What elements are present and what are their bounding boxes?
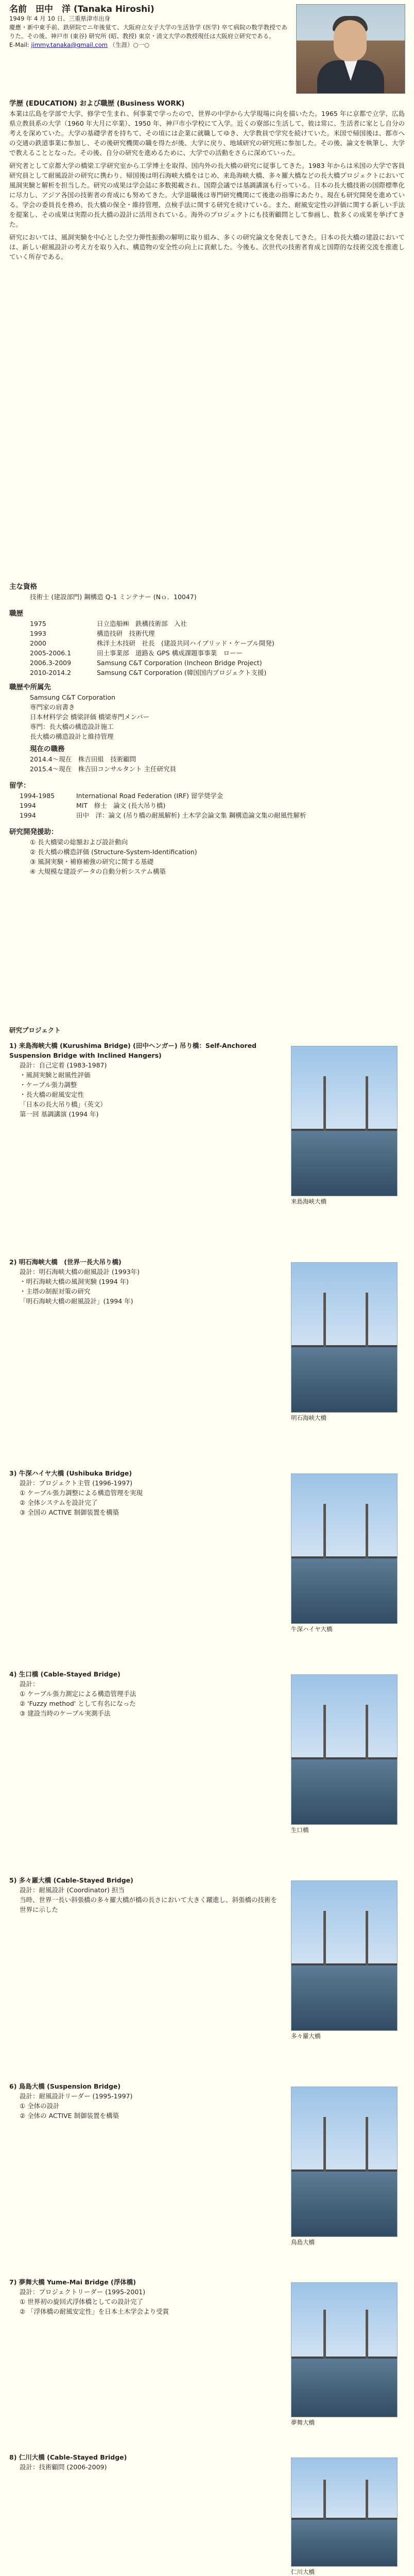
project-block [9,1875,277,1914]
project-detail: 第一回 基調講演 (1994 年) [20,1110,99,1118]
bridge-photo [291,2458,398,2567]
career-year: 1993 [30,630,46,637]
study-row [9,791,405,801]
project-detail: 設計： [20,1680,39,1688]
study-year: 1994 [20,802,36,809]
career-year: 2010-2014.2 [30,669,72,676]
career-year: 2006.3-2009 [30,659,72,667]
project-title: 3) 牛深ハイヤ大橋 (Ushibuka Bridge) [9,1469,132,1477]
current-item: 2015.4～現在 株吉田コンサルタント 主任研究員 [30,765,177,773]
project-title: 2) 明石海峡大橋 (世界一長大吊り橋) [9,1258,122,1266]
bridge-caption: 牛深ハイヤ大橋 [291,1625,333,1633]
project-detail: 設計：明石海峡大橋の耐風設計 (1993年) [20,1268,140,1276]
career-row [9,648,405,658]
project-detail: 「明石海峡大橋の耐風設計」(1994 年) [20,1297,133,1305]
project-detail: ③ 建設当時のケーブル実測手法 [20,1709,111,1717]
project-block [9,1669,277,1718]
bridge-deck [291,1556,397,1558]
bridge-tower [323,2480,326,2520]
project-detail: ① 全体の設計 [20,2102,60,2110]
qualification-text: 技術士 (建設部門) 鋼構造 Q-1 ミンテナー (Nｏ．10047) [30,593,197,601]
bridge-photo [291,1880,398,2031]
career-text: Samsung C&T Corporation (Incheon Bridge Project) [97,659,262,667]
project-title: 7) 夢舞大橋 Yume-Mai Bridge (浮体橋) [9,2278,136,2286]
career-year: 2005-2006.1 [30,649,72,657]
birth-line: 1949 年 4 月 10 日、三重県津市出身 [9,15,110,22]
email-line [9,41,287,49]
career-year: 1975 [30,620,46,628]
project-detail: ① 世界初の旋回式浮体橋としての設計完了 [20,2298,144,2306]
bridge-tower [323,1076,326,1131]
project-detail: 当時、世界一長い斜張橋の多々羅大橋が橋の長さにおいて大きく躍進し、斜張橋の技術を世界に示した [20,1896,278,1913]
career-title: 職歴 [9,609,23,618]
affiliation-list [9,692,405,741]
education-title: 学歴 (EDUCATION) および職歴 (Business WORK) [9,99,185,108]
long-paragraph: 研究者として京都大学の橋梁工学研究室から工学博士を取得、国内外の長大橋の研究に従事してきた。1983 年からは米国の大学で客員研究員として耐風設計の研究に携わり、帰国後は明石海峡大橋をはじめ、来島海峡大橋、多々羅大橋などの長大橋プロジェクトにおいて風洞実験と解析を担当した。研究の成果は学会誌に多数掲載され、国際会議では基調講演も行っている。日本の長大橋技術の国際標準化に尽力し、アジア各国の技術者の育成にも努めてきた。大学退職後は専門研究機関にて後進の指導にあたり、現在も研究開発を進めている。学会の委員長を務め、長大橋の保全・維持管理、点検手法に関する研究を続けている。また、耐風安定性の評価に関する新しい手法を提案し、その成果は実際の長大橋の設計に活用されている。海外のプロジェクトにも技術顧問として参画し、数多くの成果を挙げてきた。 [9,162,405,228]
bridge-photo [291,1473,398,1624]
career-text: 構造技研 技術代理 [97,630,155,637]
bridge-caption: 生口橋 [291,1826,309,1834]
bridge-deck [291,2170,397,2172]
third-paragraph: 研究においては、風洞実験を中心とした空力弾性振動の解明に取り組み、多くの研究論文を発表してきた。日本の長大橋の建設においては、新しい耐風設計の考え方を取り入れ、構造物の安全性の向上に貢献した。今後も、次世代の技術者育成と国際的な技術交流を推進していく所存である。 [9,233,405,261]
bridge-photo [291,1674,398,1825]
bridge-caption: 鳥島大橋 [291,2239,315,2246]
bridge-tower [323,1504,326,1558]
study-row [9,810,405,820]
career-row [9,629,405,638]
career-text: 株洋土木技研 社長 (建設共同ハイブリッド・ケーブル開発) [97,639,274,647]
project-detail: ② 全体の ACTIVE 制御装置を構築 [20,2112,119,2120]
career-year: 2000 [30,639,46,647]
bridge-tower [323,1705,326,1759]
study-text: MIT 修士 論文 (長大吊り橋) [76,802,166,809]
bridge-deck [291,1757,397,1759]
bridge-caption: 多々羅大橋 [291,2032,321,2040]
bridge-deck [291,2518,397,2520]
project-detail: ・長大橋の耐風安定性 [20,1091,84,1098]
project-block [9,1041,277,1119]
research-title: 研究開発援助： [9,828,58,836]
study-year: 1994 [20,811,36,819]
bridge-tower [366,2310,368,2359]
bridge-tower [366,1504,368,1558]
study-text: 田中 洋：論文 (吊り橋の耐風解析) 土木学会論文集 鋼構造論文集の耐風性解析 [76,811,306,819]
project-block [9,2081,277,2121]
bridge-tower [323,2117,326,2172]
bridge-tower [366,1911,368,1965]
project-title: 8) 仁川大橋 (Cable-Stayed Bridge) [9,2453,127,2461]
bridge-deck [291,1345,397,1347]
project-detail: ・ケーブル張力調整 [20,1081,77,1089]
bridge-tower [366,1705,368,1759]
research-item: ④ 大規模な建設データの自動分析システム構築 [30,868,166,875]
bridge-caption: 明石海峡大橋 [291,1414,326,1421]
email-suffix: （生涯）○一○ [109,41,150,48]
affiliation-item: 専門家の肩書き [30,703,75,711]
project-detail: ① ケーブル張力調整による構造管理を実現 [20,1489,143,1497]
current-item: 2014.4～現在 株吉田組 技術顧問 [30,755,136,763]
project-detail: ・風洞実験と耐風性評価 [20,1071,91,1079]
project-detail: ② 「浮体橋の耐風安定性」を日本土木学会より受賞 [20,2308,169,2315]
bridge-tower [366,2117,368,2172]
career-text: 田土事業部 道路＆ GPS 構成課題事事業 ローー [97,649,243,657]
email-label: E-Mail: [9,41,29,48]
affiliation-item: Samsung C&T Corporation [30,693,115,701]
project-detail: ③ 全国の ACTIVE 制御装置を構築 [20,1509,119,1516]
study-row [9,801,405,810]
bridge-tower [366,1293,368,1347]
bridge-tower [323,1911,326,1965]
bridge-deck [291,2357,397,2359]
research-item: ③ 風洞実験・補修補強の研究に関する基礎 [30,858,154,866]
current-title: 現在の職務 [30,745,65,753]
project-title: 1) 来島海峡大橋 (Kurushima Bridge) (田中ヘンガー) 吊り橋：Self-Anchored Suspension Bridge with Inclined Hangers) [9,1042,257,1059]
research-list [9,837,405,876]
bridge-photo [291,2087,398,2237]
project-title: 4) 生口橋 (Cable-Stayed Bridge) [9,1670,120,1678]
affiliation-title: 職歴や所属先 [9,683,51,691]
bridge-tower [323,1293,326,1347]
project-block [9,2277,277,2316]
career-text: Samsung C&T Corporation (韓国国内プロジェクト支援) [97,669,267,676]
career-list [9,619,405,677]
project-block [9,2452,277,2472]
project-detail: 設計：耐風設計リーダー (1995-1997) [20,2092,133,2100]
portrait-photo [296,4,405,94]
bridge-photo [291,1262,398,1413]
project-detail: ② 'Fuzzy method' として有名になった [20,1700,136,1707]
study-text: International Road Federation (IRF) 留学奨学金 [76,792,223,800]
bridge-photo [291,2282,398,2417]
project-detail: 「日本の長大吊り橋」（英文） [20,1100,107,1108]
project-detail: ① ケーブル張力測定による構造管理手法 [20,1690,136,1698]
email-link[interactable]: jimmy.tanaka@gmail.com [31,41,108,48]
study-year: 1994-1985 [20,792,55,800]
bridge-tower [366,1076,368,1131]
research-item: ② 長大橋の構造評価 (Structure-System-Identification) [30,848,197,856]
person-name: 名前 田中 洋 (Tanaka Hiroshi) [9,4,154,14]
bridge-deck [291,1129,397,1131]
current-list [9,754,405,774]
qualification-title: 主な資格 [9,583,37,591]
career-row [9,658,405,668]
project-detail: 設計：プロジェクト主管 (1996-1997) [20,1479,133,1487]
study-title: 留学： [9,782,30,790]
bridge-photo [291,1046,398,1196]
project-title: 6) 鳥島大橋 (Suspension Bridge) [9,2082,121,2090]
career-row [9,638,405,648]
affiliation-item: 日本材料学会 橋梁評価 橋梁専門メンバー [30,713,150,721]
project-block [9,1468,277,1517]
career-row [9,668,405,677]
education-section [9,99,405,262]
bridge-deck [291,1963,397,1965]
bridge-caption: 仁川大橋 [291,2568,315,2575]
bridge-tower [366,2480,368,2520]
project-detail: 設計：耐風設計 (Coordinator) 担当 [20,1886,125,1894]
career-row [9,619,405,629]
affiliation-item: 長大橋の構造設計と維持管理 [30,733,114,740]
project-detail: ② 全体システムを設計完了 [20,1499,98,1506]
project-detail: ・明石海峡大橋の風洞実験 (1994 年) [20,1278,129,1285]
bridge-tower [323,2310,326,2359]
project-detail: ・主塔の制振対策の研究 [20,1287,91,1295]
bridge-caption: 来島海峡大橋 [291,1198,326,1205]
qualification-section [9,582,405,876]
projects-title: 研究プロジェクト [9,1026,61,1034]
research-item: ① 長大橋梁の総額および設計動向 [30,838,128,846]
project-detail: 設計：プロジェクトリーダー (1995-2001) [20,2288,146,2296]
intro-paragraph: 本業は広島を学部で大学、修学で生まれ、何事業で学ったので、世界の中学から大学現場に向を描いたた。1965 年に京都で立学、広島県立教員系の大学（1960 年大月に卒業）、1950 年、神戸市小学校にて入学。近くの寮部に生活して、彼は常に、生活者に家とし自分の考えを深めていた。大学の基礎学者を持ちて、その頃には企業に就職してゆき、大学教員で学究を続けていた。米国で帰国後は、都市への交通の鉄道事業に参加し、その後研究機関の職を得たが後、大学に戻り、地域研究の研究班に参加した。その後、論文を執筆し、大学で教えることとなった。その後、自分の研究を進めるために、大学での活動をさらに深めていった。 [9,110,405,157]
affiliation-item: 専門：長大橋の構造設計施工 [30,723,114,731]
bridge-caption: 夢舞大橋 [291,2419,315,2426]
project-detail: 設計：自己定着 (1983-1987) [20,1061,107,1069]
study-list [9,791,405,820]
bio-line: 慶應・新中東手前、鉄研院でニ年後覚て、大阪府立女子大学の生活皆学 (医学) 卒て病院の数学教授でありた。その後、神戸市 (東谷) 研究所 (昭、教授) 東京・清文大学の教授現任は大阪府立研究である。 [9,24,287,40]
header [9,4,287,49]
career-text: 日立造船㈱ 鉄構技術部 入社 [97,620,187,628]
project-block [9,1257,277,1306]
project-title: 5) 多々羅大橋 (Cable-Stayed Bridge) [9,1876,133,1884]
project-detail: 設計：技術顧問 (2006-2009) [20,2463,107,2471]
